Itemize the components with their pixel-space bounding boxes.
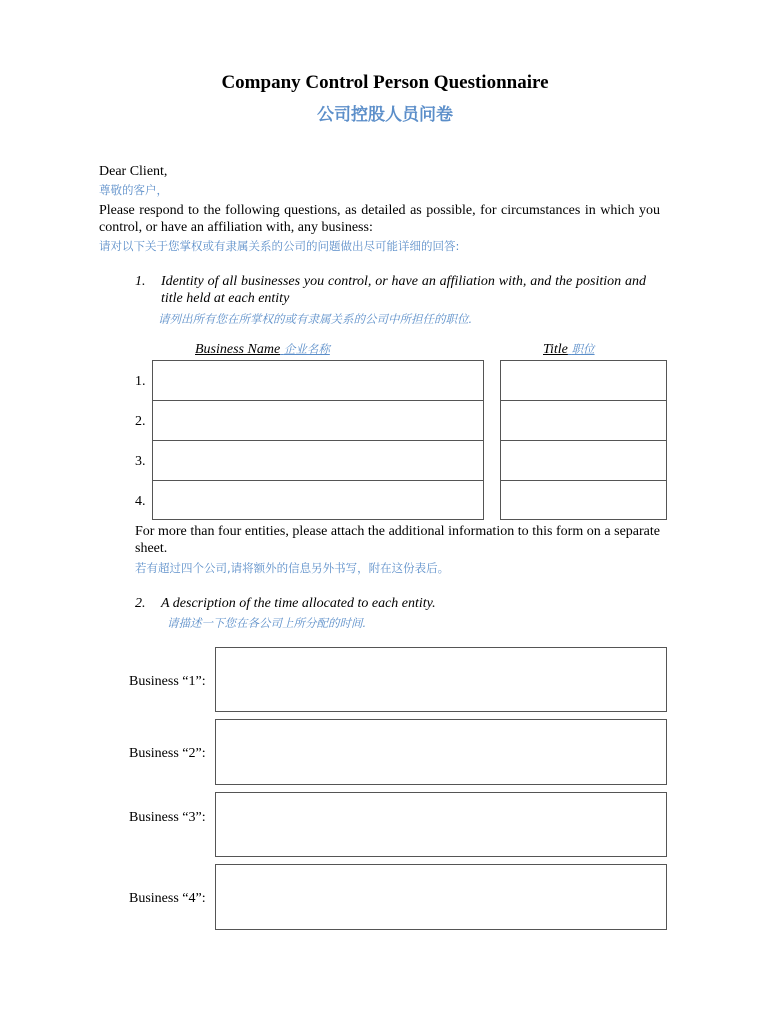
instruction-en: Please respond to the following questions, as detailed as possible, for circumstances in which you control, or have an affiliation with, any business: [99,203,660,235]
title-field-2[interactable] [500,400,667,441]
question-2-number: 2. [135,596,146,611]
business-2-label: Business “2”: [129,746,206,761]
business-name-field-1[interactable] [152,360,484,401]
question-2-text-zh: 请描述一下您在各公司上所分配的时间. [167,616,367,630]
question-1-text-en: Identity of all businesses you control, or have an affiliation with, and the position and title held at each entity [161,274,646,306]
title-field-1[interactable] [500,360,667,401]
business-name-header-zh: 企业名称 [283,342,330,356]
question-1-number: 1. [135,274,146,289]
business-name-field-2[interactable] [152,400,484,441]
additional-entities-note-zh: 若有超过四个公司,请将额外的信息另外书写，附在这份表后。 [135,561,450,575]
page-title-chinese: 公司控股人员问卷 [317,105,453,125]
business-3-label: Business “3”: [129,810,206,825]
business-3-time-field[interactable] [215,792,667,857]
title-field-3[interactable] [500,440,667,481]
greeting-en: Dear Client, [99,164,168,179]
business-name-header [195,341,330,358]
page-title: Company Control Person Questionnaire [221,72,549,93]
additional-entities-note-en: For more than four entities, please attach the additional information to this form on a separate sheet. [135,524,660,556]
question-1-text-zh: 请列出所有您在所掌权的或有隶属关系的公司中所担任的职位. [158,312,473,326]
business-4-label: Business “4”: [129,891,206,906]
row-number-1: 1. [135,374,146,389]
business-name-field-3[interactable] [152,440,484,481]
title-header-en: Title [543,342,568,357]
title-header-zh: 职位 [571,342,595,356]
business-1-label: Business “1”: [129,674,206,689]
business-1-time-field[interactable] [215,647,667,712]
business-name-header-en: Business Name [195,342,281,357]
question-2-text-en: A description of the time allocated to each entity. [161,596,436,611]
business-4-time-field[interactable] [215,864,667,930]
row-number-2: 2. [135,414,146,429]
business-name-field-4[interactable] [152,480,484,520]
business-2-time-field[interactable] [215,719,667,785]
greeting-zh: 尊敬的客户， [99,183,168,197]
instruction-zh: 请对以下关于您掌权或有隶属关系的公司的问题做出尽可能详细的回答: [99,239,460,253]
row-number-4: 4. [135,494,146,509]
title-field-4[interactable] [500,480,667,520]
title-header [543,341,595,358]
row-number-3: 3. [135,454,146,469]
